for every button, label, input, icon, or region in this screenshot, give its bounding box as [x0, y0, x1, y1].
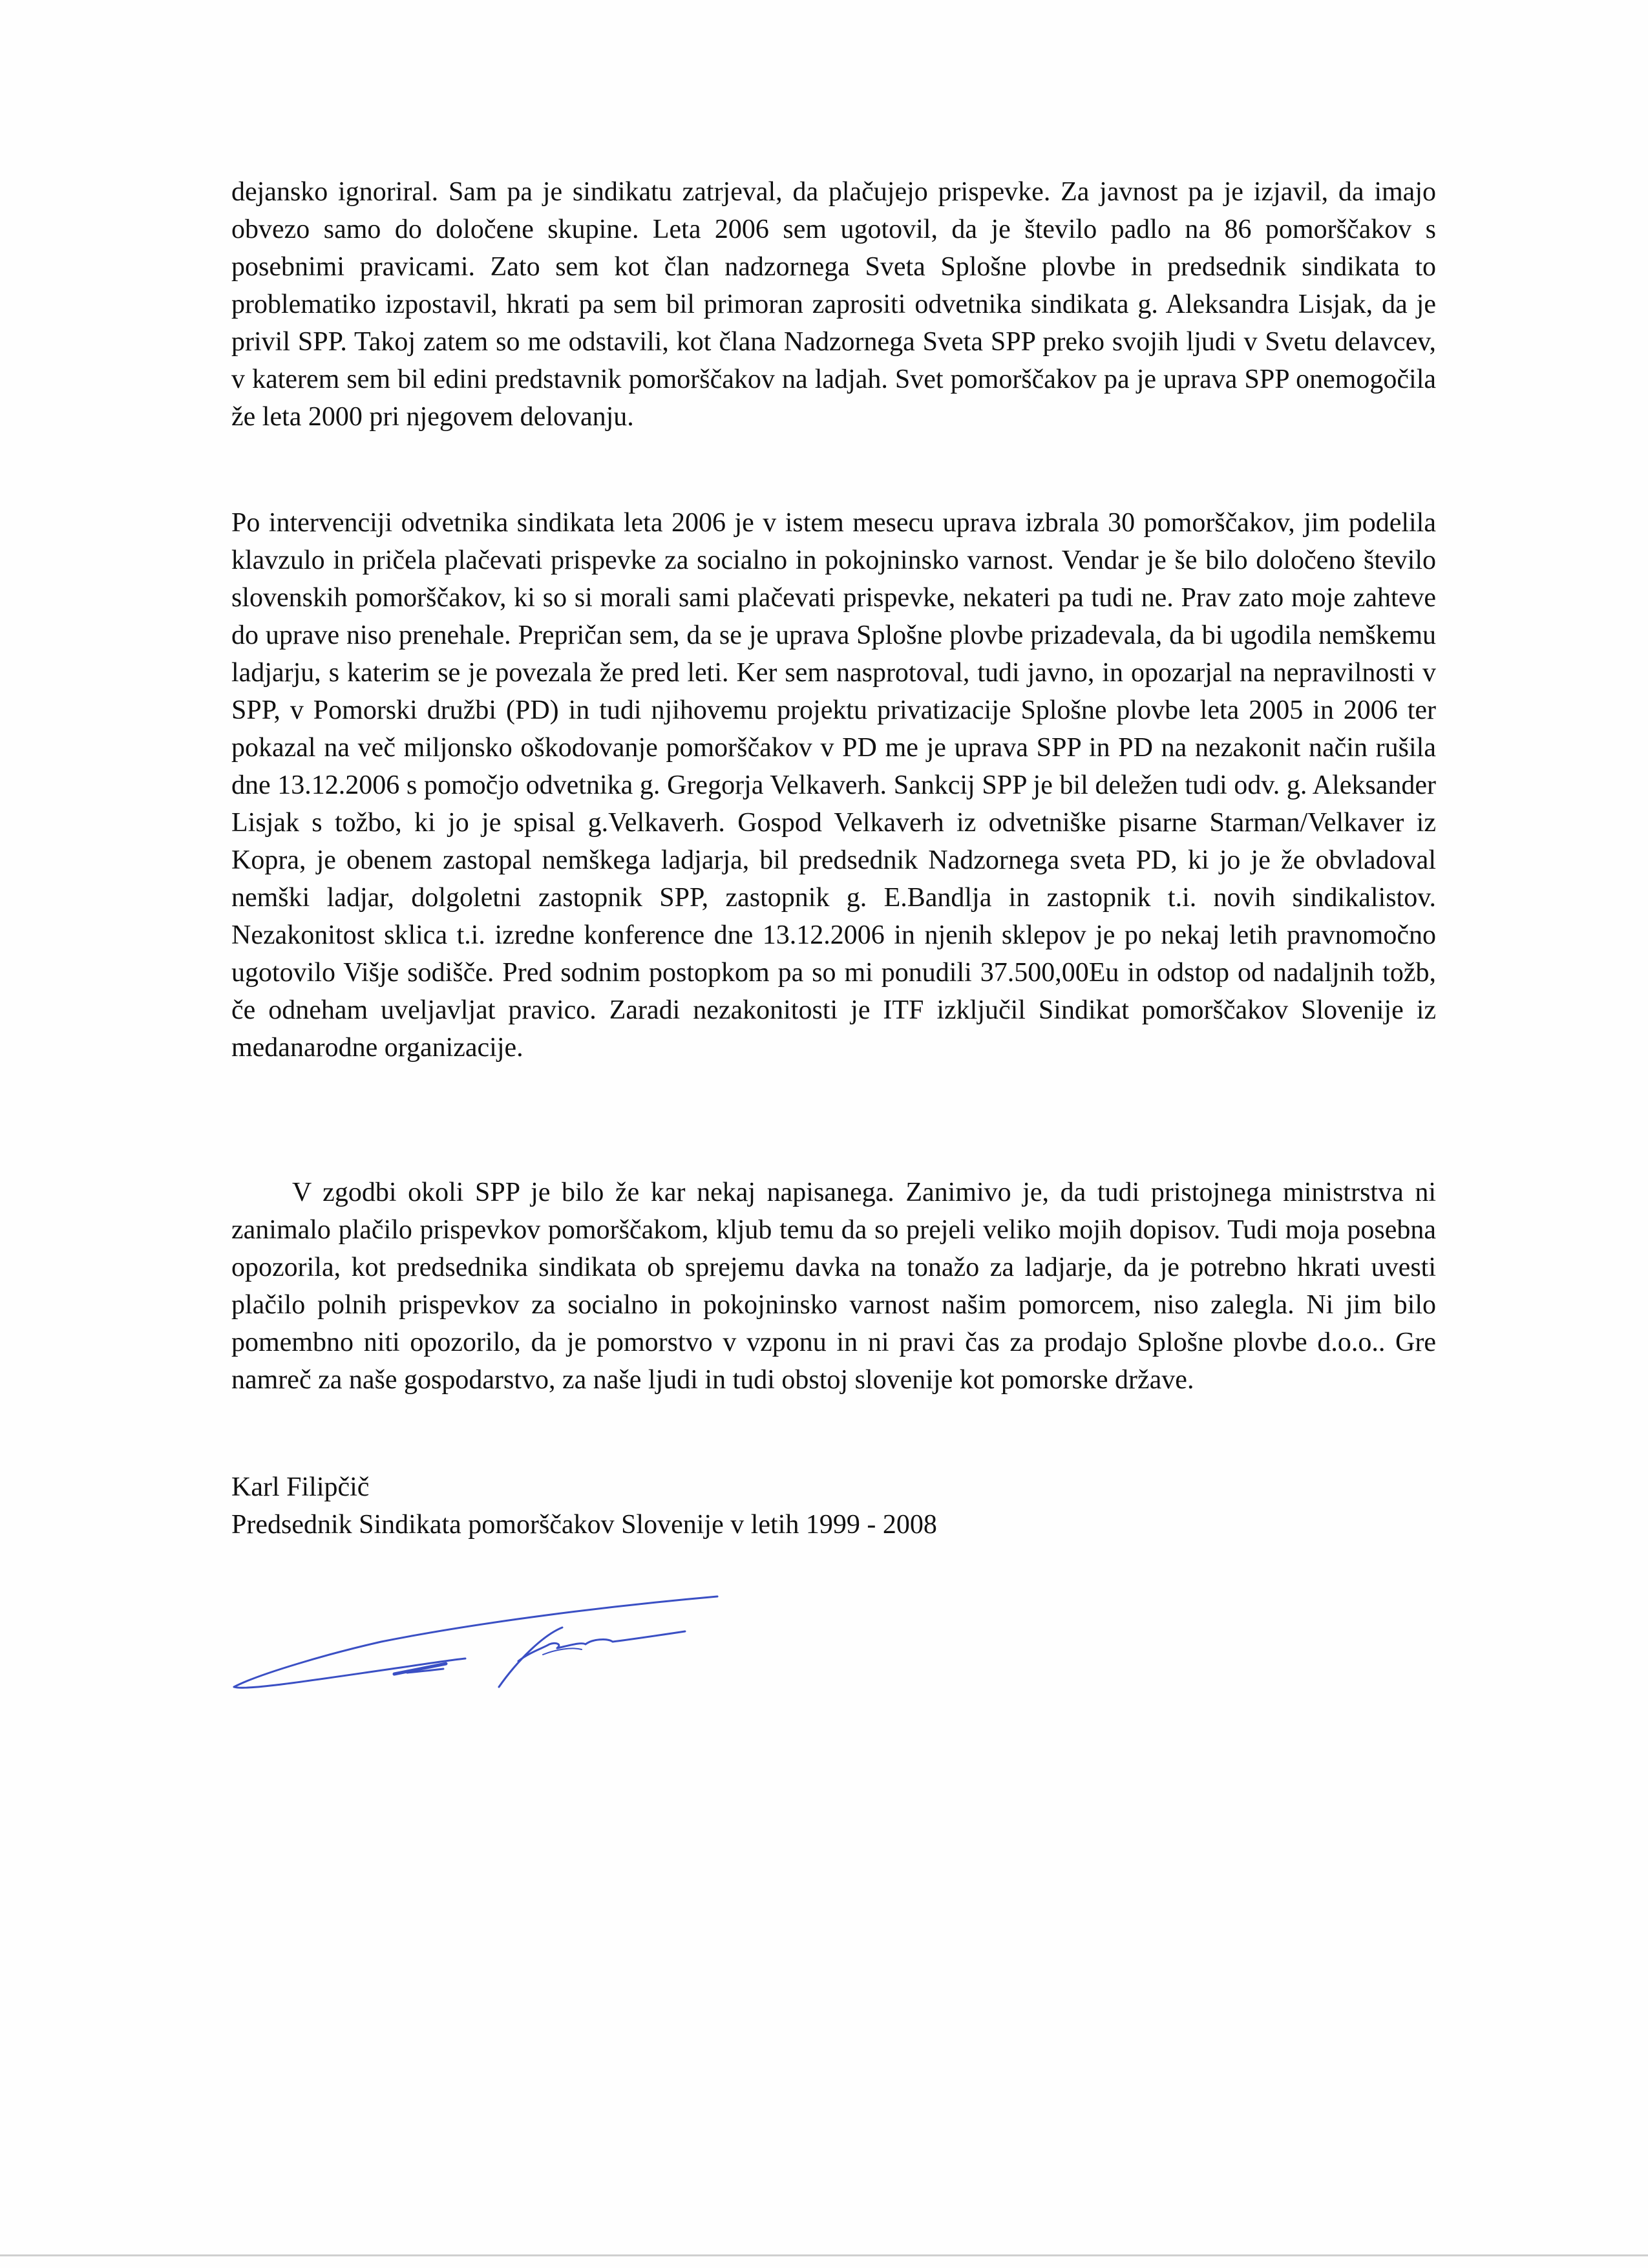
- paragraph-3: V zgodbi okoli SPP je bilo že kar nekaj napisanega. Zanimivo je, da tudi pristojnega ministrstva ni zanimalo plačilo prispevkov pomorščakom, kljub temu da so prejeli veliko mojih dopisov. Tudi moja posebna opozorila, kot predsednika sindikata ob sprejemu davka na tonažo za ladjarje, da je potrebno hkrati uvesti plačilo polnih prispevkov za socialno in pokojninsko varnost našim pomorcem, niso zalegla. Ni jim bilo pomembno niti opozorilo, da je pomorstvo v vzponu in ni pravi čas za prodajo Splošne plovbe d.o.o.. Gre namreč za naše gospodarstvo, za naše ljudi in tudi obstoj slovenije kot pomorske države.: [231, 1178, 1436, 1395]
- paragraph-1: dejansko ignoriral. Sam pa je sindikatu zatrjeval, da plačujejo prispevke. Za javnost pa je izjavil, da imajo obvezo samo do določene skupine. Leta 2006 sem ugotovil, da je število padlo na 86 pomorščakov s posebnimi pravicami. Zato sem kot član nadzornega Sveta Splošne plovbe in predsednik sindikata to problematiko izpostavil, hkrati pa sem bil primoran zaprositi odvetnika sindikata g. Aleksandra Lisjak, da je privil SPP. Takoj zatem so me odstavili, kot člana Nadzornega Sveta SPP preko svojih ljudi v Svetu delavcev, v katerem sem bil edini predstavnik pomorščakov na ladjah. Svet pomorščakov pa je uprava SPP onemogočila že leta 2000 pri njegovem delovanju.: [231, 177, 1436, 432]
- handwritten-signature: [220, 1577, 737, 1700]
- paragraph-2: Po intervenciji odvetnika sindikata leta 2006 je v istem mesecu uprava izbrala 30 pomorščakov, jim podelila klavzulo in pričela plačevati prispevke za socialno in pokojninsko varnost. Vendar je še bilo določeno število slovenskih pomorščakov, ki so si morali sami plačevati prispevke, nekateri pa tudi ne. Prav zato moje zahteve do uprave niso prenehale. Prepričan sem, da se je uprava Splošne plovbe prizadevala, da bi ugodila nemškemu ladjarju, s katerim se je povezala že pred leti. Ker sem nasprotoval, tudi javno, in opozarjal na nepravilnosti v SPP, v Pomorski družbi (PD) in tudi njihovemu projektu privatizacije Splošne plovbe leta 2005 in 2006 ter pokazal na več miljonsko oškodovanje pomorščakov v PD me je uprava SPP in PD na nezakonit način rušila dne 13.12.2006 s pomočjo odvetnika g. Gregorja Velkaverh. Sankcij SPP je bil deležen tudi odv. g. Aleksander Lisjak s tožbo, ki jo je spisal g.Velkaverh. Gospod Velkaverh iz odvetniške pisarne Starman/Velkaver iz Kopra, je obenem zastopal nemškega ladjarja, bil predsednik Nadzornega sveta PD, ki jo je že obvladoval nemški ladjar, dolgoletni zastopnik SPP, zastopnik g. E.Bandlja in zastopnik t.i. novih sindikalistov. Nezakonitost sklica t.i. izredne konference dne 13.12.2006 in njenih sklepov je po nekaj letih pravnomočno ugotovilo Višje sodišče. Pred sodnim postopkom pa so mi ponudili 37.500,00Eu in odstop od nadaljnih tožb, če odneham uveljavljat pravico. Zaradi nezakonitosti je ITF izključil Sindikat pomorščakov Slovenije iz medanarodne organizacije.: [231, 508, 1436, 1063]
- body-text-block-1: [231, 173, 1436, 436]
- body-text-block-3: [231, 1174, 1436, 1399]
- author-title: Predsednik Sindikata pomorščakov Slovenije v letih 1999 - 2008: [231, 1510, 937, 1540]
- scan-bottom-edge: [0, 2254, 1648, 2256]
- author-name: Karl Filipčič: [231, 1472, 370, 1502]
- body-text-block-2: [231, 504, 1436, 1066]
- signature-block: [231, 1468, 937, 1543]
